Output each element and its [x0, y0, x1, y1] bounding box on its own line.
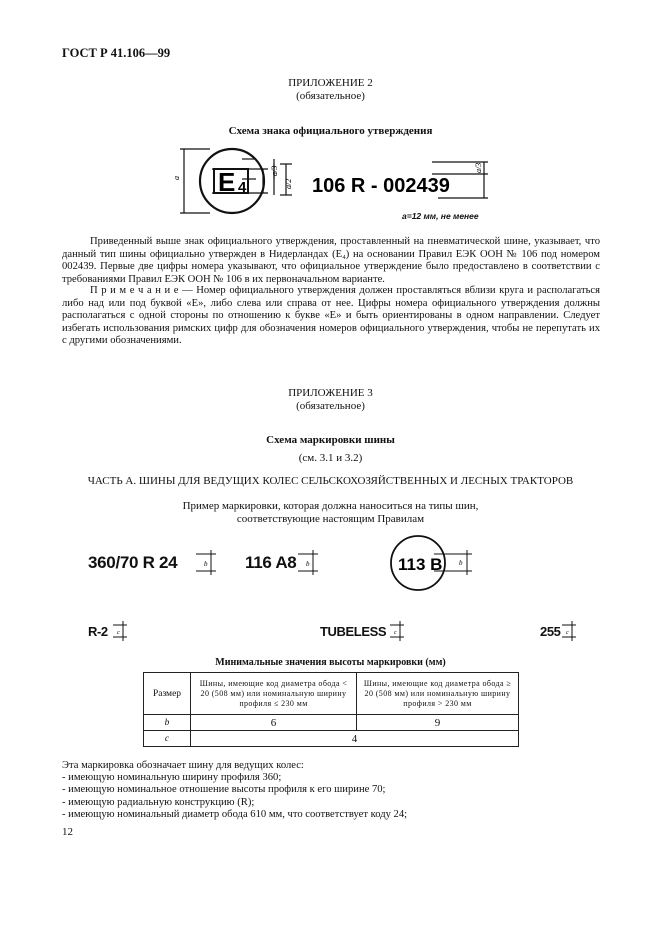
svg-text:b: b	[204, 560, 208, 568]
note-text: — Номер официального утверждения должен проставляться вблизи круга и располагаться либо над или под буквой «E», либо слева или справа от нее. Цифры номера официального утверждения должны располагаться с одной стороны по отношению к букве «E» и быть ориентированы в одном направлении. Следует избегать использования римских цифр для обозначения номеров официального утверждения, чтобы не перепутать их с другими обозначениями.	[62, 285, 600, 347]
dim-c-marker-3	[562, 620, 578, 642]
dim-c-marker-1	[113, 620, 129, 642]
marking-r: R-2	[88, 624, 108, 639]
dim-a-label: a	[172, 176, 181, 180]
dim-b-marker-1	[196, 548, 220, 578]
mark-number: 4	[238, 179, 247, 196]
dim-a2-label: a/2	[284, 178, 293, 189]
table-header-large: Шины, имеющие код диаметра обода ≥ 20 (508 мм) или номинальную ширину профиля > 230 мм	[357, 673, 519, 715]
doc-title: ГОСТ Р 41.106—99	[62, 46, 171, 60]
appendix2-title: ПРИЛОЖЕНИЕ 2	[288, 77, 373, 89]
dim-a3-right-label: a/3	[474, 162, 483, 173]
appendix2-scheme-title: Схема знака официального утверждения	[228, 125, 433, 137]
example-line1: Пример маркировки, которая должна наноситься на типы шин,	[182, 500, 479, 512]
approval-mark-figure	[170, 142, 500, 222]
approval-number: 106 R - 002439	[312, 175, 450, 197]
list-item: - имеющую радиальную конструкцию (R);	[62, 796, 255, 808]
mark-letter: E	[218, 167, 236, 197]
appendix3-scheme-title: Схема маркировки шины	[266, 434, 395, 446]
marking-tubeless: TUBELESS	[320, 624, 387, 639]
appendix3-scheme-ref: (см. 3.1 и 3.2)	[298, 452, 363, 464]
table-row: c 4	[144, 731, 519, 747]
min-height-table	[143, 672, 519, 747]
circled-marking	[386, 534, 476, 594]
list-item: - имеющую номинальную ширину профиля 360;	[62, 772, 282, 784]
note-label: П р и м е ч а н и е	[90, 285, 179, 296]
dim-c-marker-2	[390, 620, 406, 642]
appendix3-status: (обязательное)	[296, 400, 365, 412]
dim-a3-label: a/3	[270, 165, 279, 176]
list-item: - имеющую номинальное отношение высоты профиля к его ширине 70;	[62, 784, 386, 796]
list-intro: Эта маркировка обозначает шину для ведущих колес:	[62, 760, 304, 771]
svg-text:b: b	[459, 559, 463, 567]
list-item: - имеющую номинальный диаметр обода 610 мм, что соответствует коду 24;	[62, 808, 408, 820]
marking-size: 360/70 R 24	[88, 553, 178, 572]
svg-text:c: c	[566, 630, 569, 636]
table-header-size: Размер	[144, 673, 191, 715]
dim-b-marker-2	[298, 548, 322, 578]
example-line2: соответствующие настоящим Правилам	[236, 513, 425, 525]
table-title: Минимальные значения высоты маркировки (мм)	[215, 657, 446, 668]
marking-load: 116 A8	[245, 553, 297, 572]
svg-text:b: b	[306, 560, 310, 568]
appendix3-title: ПРИЛОЖЕНИЕ 3	[288, 387, 373, 399]
appendix2-note	[62, 285, 600, 348]
svg-text:c: c	[117, 630, 120, 636]
circled-marking-text: 113 B	[398, 555, 443, 574]
appendix2-paragraph	[62, 236, 600, 286]
appendix2-para1: Приведенный выше знак официального утверждения, проставленный на пневматической шине, указывает, что данный тип шины официально утвержден в Нидерландах (E₄) на основании Правил ЕЭК ООН № 106 под номером 002439. Первые две цифры номера указывают, что официальное утверждение было предоставлено в соответствии с требованиями Правил ЕЭК ООН № 106 в их первоначальном варианте.	[62, 236, 600, 285]
table-header-small: Шины, имеющие код диаметра обода < 20 (508 мм) или номинальную ширину профиля ≤ 230 мм	[191, 673, 357, 715]
part-a-title: ЧАСТЬ А. ШИНЫ ДЛЯ ВЕДУЩИХ КОЛЕС СЕЛЬСКОХОЗЯЙСТВЕННЫХ И ЛЕСНЫХ ТРАКТОРОВ	[87, 475, 574, 487]
svg-text:c: c	[394, 630, 397, 636]
appendix2-status: (обязательное)	[296, 90, 365, 102]
page-number: 12	[62, 826, 73, 838]
marking-description-list	[62, 760, 602, 821]
table-row: b 6 9	[144, 715, 519, 731]
mark-size-note: a=12 мм, не менее	[402, 211, 479, 221]
marking-week: 255	[540, 624, 561, 639]
